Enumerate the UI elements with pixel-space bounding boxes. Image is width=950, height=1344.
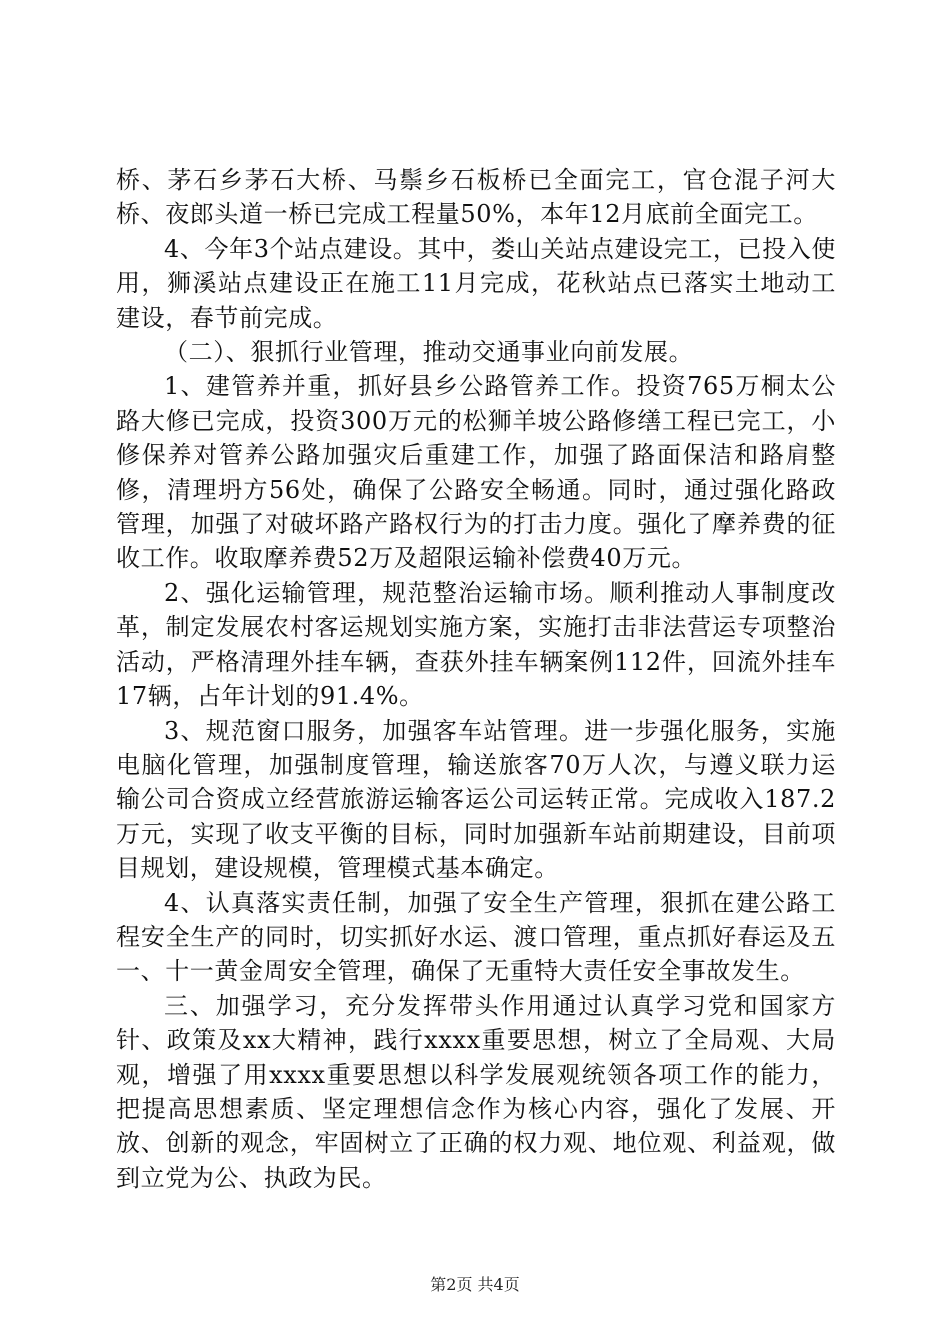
document-body — [116, 163, 836, 1195]
paragraph-transport-management: 2、强化运输管理，规范整治运输市场。顺利推动人事制度改革，制定发展农村客运规划实施方案，实施打击非法营运专项整治活动，严格清理外挂车辆，查获外挂车辆案例112件，回流外挂车17辆，占年计划的91.4%。 — [116, 578, 836, 711]
paragraph-study: 三、加强学习，充分发挥带头作用通过认真学习党和国家方针、政策及xx大精神，践行xxxx重要思想，树立了全局观、大局观，增强了用xxxx重要思想以科学发展观统领各项工作的能力，把提高思想素质、坚定理想信念作为核心内容，强化了发展、开放、创新的观念，牢固树立了正确的权力观、地位观、利益观，做到立党为公、执政为民。 — [116, 991, 836, 1192]
paragraph-safety-responsibility: 4、认真落实责任制，加强了安全生产管理，狠抓在建公路工程安全生产的同时，切实抓好水运、渡口管理，重点抓好春运及五一、十一黄金周安全管理，确保了无重特大责任安全事故发生。 — [116, 888, 836, 986]
section-heading-industry-management: （二）、狠抓行业管理，推动交通事业向前发展。 — [164, 338, 694, 367]
page-number-footer: 第2页 共4页 — [430, 1275, 520, 1294]
paragraph-window-service: 3、规范窗口服务，加强客车站管理。进一步强化服务，实施电脑化管理，加强制度管理，输送旅客70万人次，与遵义联力运输公司合资成立经营旅游运输客运公司运转正常。完成收入187.2万元，实现了收支平衡的目标，同时加强新车站前期建设，目前项目规划，建设规模，管理模式基本确定。 — [116, 716, 836, 883]
paragraph-bridges: 桥、茅石乡茅石大桥、马鬃乡石板桥已全面完工，官仓混子河大桥、夜郎头道一桥已完成工程量50%，本年12月底前全面完工。 — [116, 166, 836, 229]
paragraph-stations: 4、今年3个站点建设。其中，娄山关站点建设完工，已投入使用，狮溪站点建设正在施工11月完成，花秋站点已落实土地动工建设，春节前完成。 — [116, 234, 836, 332]
paragraph-road-maintenance: 1、建管养并重，抓好县乡公路管养工作。投资765万桐太公路大修已完成，投资300万元的松狮羊坡公路修缮工程已完工，小修保养对管养公路加强灾后重建工作，加强了路面保洁和路肩整修，清理坍方56处，确保了公路安全畅通。同时，通过强化路政管理，加强了对破坏路产路权行为的打击力度。强化了摩养费的征收工作。收取摩养费52万及超限运输补偿费40万元。 — [116, 372, 836, 573]
